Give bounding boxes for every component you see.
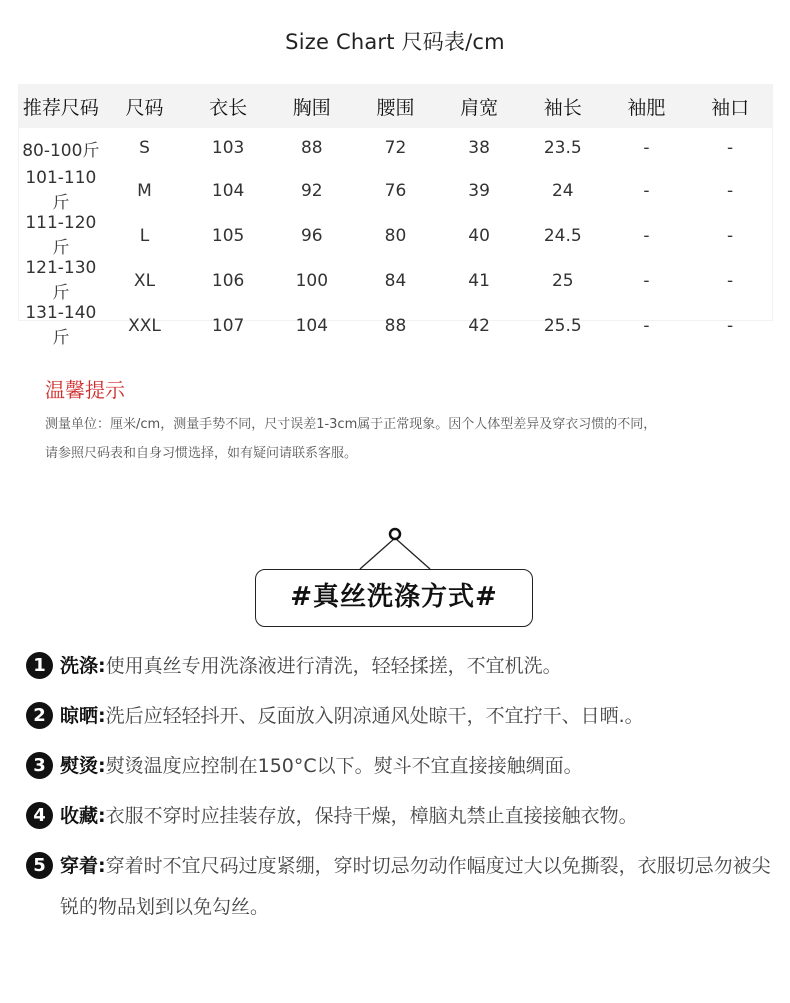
number-circle-icon: 5 xyxy=(26,852,53,879)
care-item-label: 收藏: xyxy=(60,805,106,827)
table-cell: 100 xyxy=(295,270,329,291)
care-item-text: 洗后应轻轻抖开、反面放入阴凉通风处晾干，不宜拧干、日晒.。 xyxy=(105,705,644,727)
care-instructions-list xyxy=(26,646,771,937)
table-cell: - xyxy=(727,270,734,291)
table-cell: 25.5 xyxy=(543,315,582,336)
number-circle-icon: 1 xyxy=(26,652,53,679)
table-cell: - xyxy=(643,225,650,246)
table-cell: 84 xyxy=(384,270,407,291)
table-cell: 105 xyxy=(211,225,245,246)
table-header-cell: 胸围 xyxy=(270,84,354,128)
table-row xyxy=(19,213,772,258)
table-cell: 92 xyxy=(300,180,323,201)
table-cell: 96 xyxy=(300,225,323,246)
hanging-string-icon xyxy=(255,525,535,575)
number-circle-icon: 2 xyxy=(26,702,53,729)
table-cell: - xyxy=(727,225,734,246)
table-cell: - xyxy=(643,138,650,158)
number-circle-icon: 4 xyxy=(26,802,53,829)
table-body xyxy=(19,128,772,348)
table-row xyxy=(19,168,772,213)
care-item-text-wrap xyxy=(60,696,771,737)
table-row xyxy=(19,303,772,348)
table-cell: 103 xyxy=(211,138,245,158)
tips-line: 测量单位：厘米/cm，测量手势不同，尺寸误差1-3cm属于正常现象。因个人体型差异及穿衣习惯的不同， xyxy=(45,417,657,432)
size-chart-table-container xyxy=(18,84,773,348)
table-header-cell: 袖长 xyxy=(521,84,605,128)
tips-body xyxy=(45,410,755,468)
table-cell: 72 xyxy=(384,138,407,158)
number-circle-icon: 3 xyxy=(26,752,53,779)
table-cell: 121-130斤 xyxy=(25,258,97,303)
size-chart-table xyxy=(19,84,772,348)
table-header-cell: 袖口 xyxy=(688,84,772,128)
table-cell: 39 xyxy=(468,180,490,201)
tips-heading: 温馨提示 xyxy=(45,378,125,402)
care-item xyxy=(26,796,771,837)
table-cell: 104 xyxy=(211,180,245,201)
table-row xyxy=(19,128,772,168)
care-item-text: 穿着时不宜尺码过度紧绷，穿时切忌勿动作幅度过大以免撕裂，衣服切忌勿被尖锐的物品划到以免勾丝。 xyxy=(60,855,771,918)
table-header-row xyxy=(19,84,772,128)
table-cell: 131-140斤 xyxy=(25,303,97,348)
care-item xyxy=(26,696,771,737)
care-item-text-wrap xyxy=(60,846,771,928)
table-cell: XL xyxy=(133,270,156,291)
table-cell: 38 xyxy=(468,138,490,158)
table-header-cell: 肩宽 xyxy=(437,84,521,128)
table-cell: - xyxy=(727,180,734,201)
table-cell: 24.5 xyxy=(543,225,582,246)
table-cell: 88 xyxy=(384,315,407,336)
table-cell: 106 xyxy=(211,270,245,291)
table-cell: 88 xyxy=(300,138,323,158)
table-cell: M xyxy=(137,180,152,201)
care-item-text: 衣服不穿时应挂装存放，保持干燥，樟脑丸禁止直接接触衣物。 xyxy=(105,805,638,827)
table-cell: 76 xyxy=(384,180,407,201)
table-header-cell: 推荐尺码 xyxy=(19,84,103,128)
care-item xyxy=(26,846,771,928)
care-item-text: 使用真丝专用洗涤液进行清洗，轻轻揉搓，不宜机洗。 xyxy=(105,655,562,677)
table-cell: 80-100斤 xyxy=(22,140,100,161)
table-header-cell: 尺码 xyxy=(103,84,187,128)
table-cell: L xyxy=(139,225,150,246)
page-title: Size Chart 尺码表/cm xyxy=(285,30,505,54)
table-header-cell: 腰围 xyxy=(354,84,438,128)
table-cell: S xyxy=(139,138,150,158)
care-item-text-wrap xyxy=(60,746,771,787)
care-item-label: 洗涤: xyxy=(60,655,106,677)
table-cell: 24 xyxy=(551,180,574,201)
table-cell: 104 xyxy=(295,315,329,336)
table-cell: - xyxy=(643,315,650,336)
table-cell: 40 xyxy=(468,225,490,246)
table-cell: - xyxy=(727,138,734,158)
care-badge-group xyxy=(255,525,535,630)
care-badge: #真丝洗涤方式# xyxy=(255,569,533,627)
table-cell: 80 xyxy=(384,225,407,246)
table-cell: - xyxy=(727,315,734,336)
tips-line: 请参照尺码表和自身习惯选择，如有疑问请联系客服。 xyxy=(45,446,358,461)
table-cell: 25 xyxy=(551,270,574,291)
care-item-label: 熨烫: xyxy=(60,755,106,777)
table-cell: 41 xyxy=(468,270,490,291)
table-header-cell: 袖肥 xyxy=(605,84,689,128)
care-item-label: 晾晒: xyxy=(60,705,106,727)
care-item-text-wrap xyxy=(60,646,771,687)
table-cell: 42 xyxy=(468,315,490,336)
table-cell: 101-110斤 xyxy=(25,168,97,213)
table-cell: 111-120斤 xyxy=(25,213,97,258)
table-cell: - xyxy=(643,180,650,201)
care-item-text-wrap xyxy=(60,796,771,837)
care-item-text: 熨烫温度应控制在150°C以下。熨斗不宜直接接触绸面。 xyxy=(105,755,583,777)
care-item xyxy=(26,646,771,687)
table-cell: - xyxy=(643,270,650,291)
table-cell: 107 xyxy=(211,315,245,336)
table-cell: XXL xyxy=(128,315,161,336)
care-item xyxy=(26,746,771,787)
table-header-cell: 衣长 xyxy=(186,84,270,128)
care-item-label: 穿着: xyxy=(60,855,106,877)
table-cell: 23.5 xyxy=(543,138,582,158)
table-row xyxy=(19,258,772,303)
